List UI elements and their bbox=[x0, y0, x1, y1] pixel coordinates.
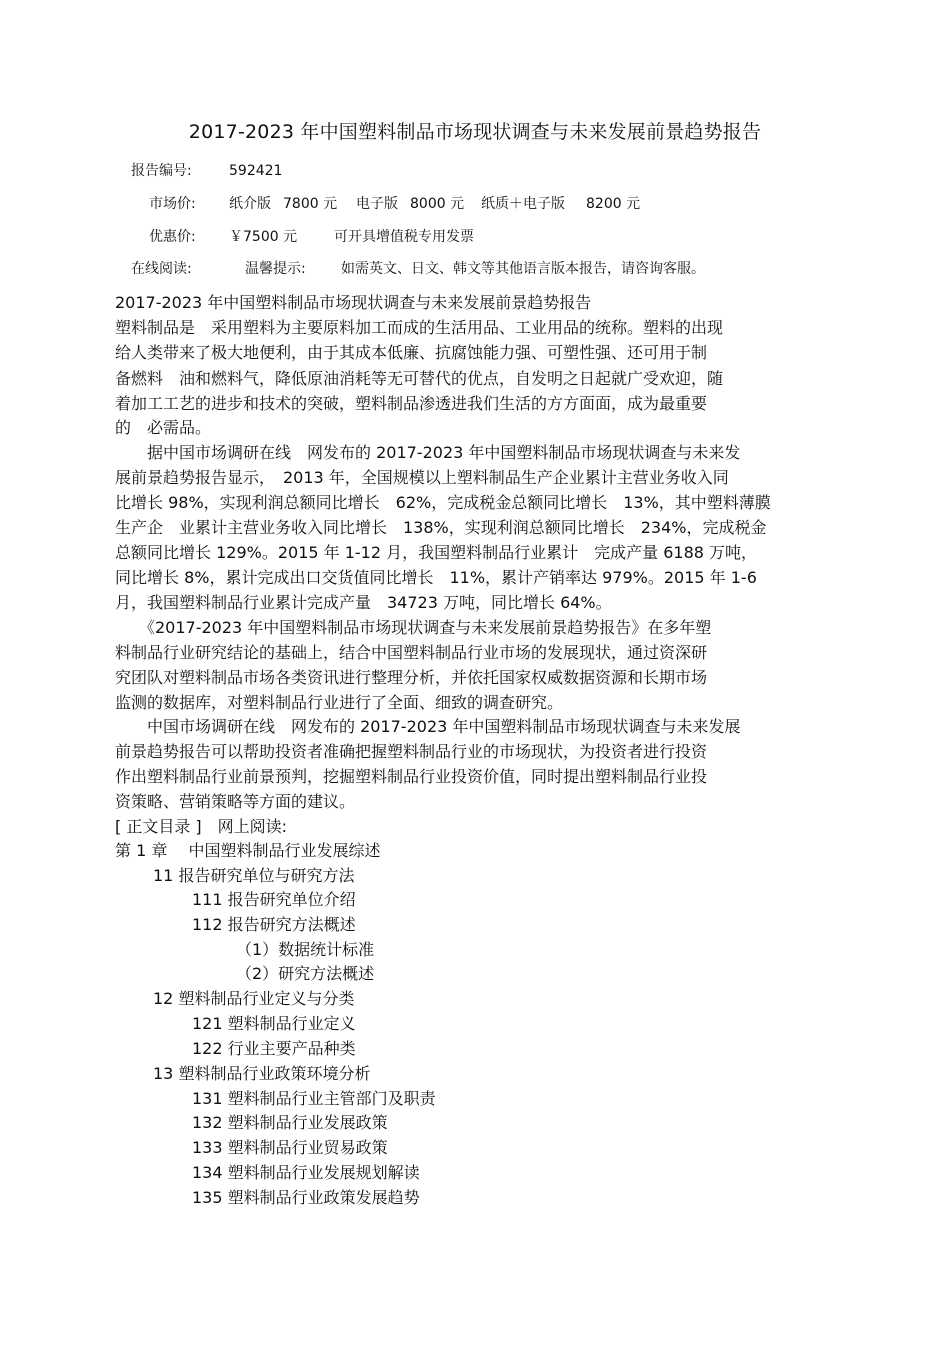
discount-label: 优惠价: bbox=[149, 229, 196, 245]
report-number-label: 报告编号: bbox=[131, 163, 192, 179]
body-line: 2017-2023 年中国塑料制品市场现状调查与未来发展前景趋势报告 bbox=[115, 293, 592, 312]
toc-subsection[interactable]: 134 塑料制品行业发展规划解读 bbox=[192, 1163, 420, 1182]
toc-chapter[interactable]: 第 1 章 中国塑料制品行业发展综述 bbox=[115, 841, 381, 860]
body-line: 前景趋势报告可以帮助投资者准确把握塑料制品行业的市场现状，为投资者进行投资 bbox=[115, 742, 708, 761]
invoice-note: 可开具增值税专用发票 bbox=[334, 229, 474, 245]
body-line: 中国市场调研在线 网发布的 2017-2023 年中国塑料制品市场现状调查与未来发展 bbox=[115, 717, 741, 736]
body-line: 备燃料 油和燃料气，降低原油消耗等无可替代的优点，自发明之日起就广受欢迎，随 bbox=[115, 369, 724, 388]
report-number-row bbox=[0, 161, 950, 181]
body-line: 据中国市场调研在线 网发布的 2017-2023 年中国塑料制品市场现状调查与未来发 bbox=[115, 443, 741, 462]
price-paper-value: 7800 元 bbox=[283, 196, 338, 212]
toc-section[interactable]: 12 塑料制品行业定义与分类 bbox=[153, 989, 355, 1008]
body-line: 监测的数据库，对塑料制品行业进行了全面、细致的调查研究。 bbox=[115, 693, 564, 712]
price-electronic-label: 电子版 bbox=[356, 196, 398, 212]
online-reading-label[interactable]: 在线阅读: bbox=[131, 261, 192, 277]
toc-subsection[interactable]: 122 行业主要产品种类 bbox=[192, 1039, 356, 1058]
price-label: 市场价: bbox=[149, 196, 196, 212]
body-line: 料制品行业研究结论的基础上，结合中国塑料制品行业市场的发展现状，通过资深研 bbox=[115, 643, 708, 662]
body-line: 给人类带来了极大地便利，由于其成本低廉、抗腐蚀能力强、可塑性强、还可用于制 bbox=[115, 343, 708, 362]
body-line: 究团队对塑料制品市场各类资讯进行整理分析，并依托国家权威数据资源和长期市场 bbox=[115, 668, 708, 687]
body-line: 作出塑料制品行业前景预判，挖掘塑料制品行业投资价值，同时提出塑料制品行业投 bbox=[115, 767, 708, 786]
body-line: 总额同比增长 129%。2015 年 1-12 月，我国塑料制品行业累计 完成产量 6188 万吨， bbox=[115, 543, 758, 562]
toc-subsection[interactable]: 133 塑料制品行业贸易政策 bbox=[192, 1138, 388, 1157]
body-line: 比增长 98%，实现利润总额同比增长 62%，完成税金总额同比增长 13%，其中塑料薄膜 bbox=[115, 493, 771, 512]
toc-item[interactable]: （1）数据统计标准 bbox=[236, 940, 375, 959]
body-line: 着加工工艺的进步和技术的突破，塑料制品渗透进我们生活的方方面面，成为最重要 bbox=[115, 394, 708, 413]
toc-section[interactable]: 13 塑料制品行业政策环境分析 bbox=[153, 1064, 371, 1083]
price-combo-value: 8200 元 bbox=[586, 196, 641, 212]
body-line: 《2017-2023 年中国塑料制品市场现状调查与未来发展前景趋势报告》在多年塑 bbox=[115, 618, 712, 637]
body-line: 同比增长 8%，累计完成出口交货值同比增长 11%，累计产销率达 979%。2015 年 1-6 bbox=[115, 568, 757, 587]
toc-subsection[interactable]: 131 塑料制品行业主管部门及职责 bbox=[192, 1089, 436, 1108]
report-number-value: 592421 bbox=[229, 163, 283, 179]
body-line: 生产企 业累计主营业务收入同比增长 138%，实现利润总额同比增长 234%，完成税金 bbox=[115, 518, 767, 537]
body-line: 的 必需品。 bbox=[115, 418, 212, 437]
price-electronic-value: 8000 元 bbox=[410, 196, 465, 212]
body-line: 月，我国塑料制品行业累计完成产量 34723 万吨，同比增长 64%。 bbox=[115, 593, 612, 612]
tip-label: 温馨提示: bbox=[245, 261, 306, 277]
price-combo-label: 纸质＋电子版 bbox=[481, 196, 565, 212]
toc-subsection[interactable]: 112 报告研究方法概述 bbox=[192, 915, 356, 934]
discount-row bbox=[0, 227, 950, 247]
toc-subsection[interactable]: 132 塑料制品行业发展政策 bbox=[192, 1113, 388, 1132]
report-title: 2017-2023 年中国塑料制品市场现状调查与未来发展前景趋势报告 bbox=[188, 121, 762, 143]
body-line: 塑料制品是 采用塑料为主要原料加工而成的生活用品、工业用品的统称。塑料的出现 bbox=[115, 318, 724, 337]
body-line: 资策略、营销策略等方面的建议。 bbox=[115, 792, 356, 811]
price-row bbox=[0, 194, 950, 214]
toc-subsection[interactable]: 111 报告研究单位介绍 bbox=[192, 890, 356, 909]
price-paper-label: 纸介版 bbox=[229, 196, 271, 212]
discount-value: ￥7500 元 bbox=[229, 229, 298, 245]
toc-heading[interactable]: [ 正文目录 ] 网上阅读: bbox=[115, 817, 288, 836]
body-line: 展前景趋势报告显示， 2013 年，全国规模以上塑料制品生产企业累计主营业务收入同 bbox=[115, 468, 729, 487]
online-reading-row bbox=[0, 259, 950, 279]
toc-item[interactable]: （2）研究方法概述 bbox=[236, 964, 375, 983]
tip-text: 如需英文、日文、韩文等其他语言版本报告，请咨询客服。 bbox=[341, 261, 705, 277]
toc-subsection[interactable]: 135 塑料制品行业政策发展趋势 bbox=[192, 1188, 420, 1207]
toc-subsection[interactable]: 121 塑料制品行业定义 bbox=[192, 1014, 356, 1033]
toc-section[interactable]: 11 报告研究单位与研究方法 bbox=[153, 866, 355, 885]
